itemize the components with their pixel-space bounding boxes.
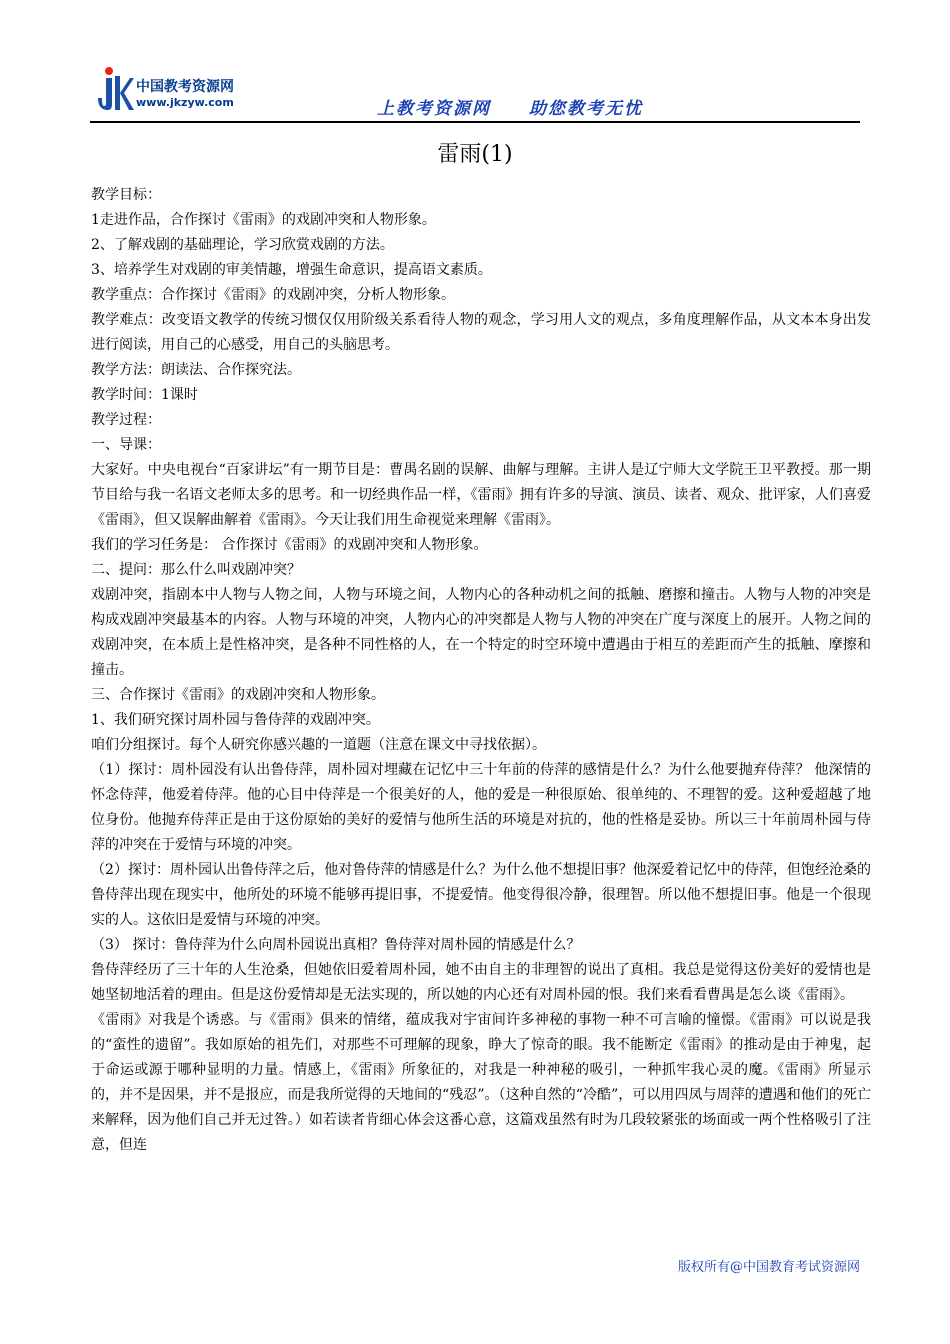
body-paragraph: 一、导课：: [91, 437, 161, 453]
header-divider: [90, 121, 860, 123]
document-body: [91, 183, 871, 1158]
body-paragraph: 二、提问：那么什么叫戏剧冲突？: [91, 562, 301, 578]
body-paragraph: 我们的学习任务是： 合作探讨《雷雨》的戏剧冲突和人物形象。: [91, 537, 488, 553]
body-paragraph: 教学难点：改变语文教学的传统习惯仅仅用阶级关系看待人物的观念，学习用人文的观点，多角度理解作品，从文本本身出发进行阅读，用自己的心感受，用自己的头脑思考。: [91, 312, 871, 353]
body-paragraph: 教学目标：: [91, 187, 161, 203]
body-paragraph: 教学方法：朗读法、合作探究法。: [91, 362, 301, 378]
body-paragraph: 2、了解戏剧的基础理论，学习欣赏戏剧的方法。: [91, 237, 394, 253]
body-paragraph: 《雷雨》对我是个诱惑。与《雷雨》俱来的情绪，蕴成我对宇宙间许多神秘的事物一种不可言喻的憧憬。《雷雨》可以说是我的“蛮性的遗留”。我如原始的祖先们，对那些不可理解的现象，睁大了惊奇的眼。我不能断定《雷雨》的推动是由于神鬼，起于命运或源于哪种显明的力量。情感上，《雷雨》所象征的，对我是一种神秘的吸引，一种抓牢我心灵的魔。《雷雨》所显示的，并不是因果，并不是报应，而是我所觉得的天地间的“残忍”。（这种自然的“冷酷”，可以用四凤与周萍的遭遇和他们的死亡来解释，因为他们自己并无过咎。）如若读者肯细心体会这番心意，这篇戏虽然有时为几段较紧张的场面或一两个性格吸引了注意，但连: [91, 1012, 871, 1153]
body-paragraph: 3、培养学生对戏剧的审美情趣，增强生命意识，提高语文素质。: [91, 262, 492, 278]
jk-logo-icon: [96, 66, 134, 116]
brand-name: 中国教考资源网: [136, 79, 234, 95]
body-paragraph: （2）探讨：周朴园认出鲁侍萍之后，他对鲁侍萍的情感是什么？为什么他不想提旧事？他深爱着记忆中的侍萍，但饱经沧桑的鲁侍萍出现在现实中，他所处的环境不能够再提旧事，不提爱情。他变得很冷静，很理智。所以他不想提旧事。他是一个很现实的人。这依旧是爱情与环境的冲突。: [91, 862, 871, 928]
header-slogan: 上教考资源网 助您教考无忧: [377, 99, 643, 119]
body-paragraph: 教学过程：: [91, 412, 161, 428]
body-paragraph: 咱们分组探讨。每个人研究你感兴趣的一道题（注意在课文中寻找依据）。: [91, 737, 546, 753]
body-paragraph: 大家好。中央电视台“百家讲坛”有一期节目是：曹禺名剧的误解、曲解与理解。主讲人是辽宁师大文学院王卫平教授。那一期节目给与我一名语文老师太多的思考。和一切经典作品一样，《雷雨》拥有许多的导演、演员、读者、观众、批评家，人们喜爱《雷雨》，但又误解曲解着《雷雨》。今天让我们用生命视觉来理解《雷雨》。: [91, 462, 871, 528]
body-paragraph: 鲁侍萍经历了三十年的人生沧桑，但她依旧爱着周朴园，她不由自主的非理智的说出了真相。我总是觉得这份美好的爱情也是她坚韧地活着的理由。但是这份爱情却是无法实现的，所以她的内心还有对周朴园的恨。我们来看看曹禺是怎么谈《雷雨》。: [91, 962, 871, 1003]
brand-url: www.jkzyw.com: [136, 96, 234, 109]
body-paragraph: 戏剧冲突，指剧本中人物与人物之间，人物与环境之间，人物内心的各种动机之间的抵触、磨擦和撞击。人物与人物的冲突是构成戏剧冲突最基本的内容。人物与环境的冲突，人物内心的冲突都是人物与人物的冲突在广度与深度上的展开。人物之间的戏剧冲突，在本质上是性格冲突，是各种不同性格的人，在一个特定的时空环境中遭遇由于相互的差距而产生的抵触、摩擦和撞击。: [91, 587, 871, 678]
body-paragraph: （3） 探讨：鲁侍萍为什么向周朴园说出真相？鲁侍萍对周朴园的情感是什么？: [91, 937, 581, 953]
body-paragraph: 教学重点：合作探讨《雷雨》的戏剧冲突，分析人物形象。: [91, 287, 455, 303]
body-paragraph: 1走进作品，合作探讨《雷雨》的戏剧冲突和人物形象。: [91, 212, 436, 228]
body-paragraph: 1、我们研究探讨周朴园与鲁侍萍的戏剧冲突。: [91, 712, 380, 728]
document-title: 雷雨(1): [437, 142, 513, 167]
copyright-footer: 版权所有@中国教育考试资源网: [677, 1260, 860, 1275]
body-paragraph: （1）探讨：周朴园没有认出鲁侍萍，周朴园对埋藏在记忆中三十年前的侍萍的感情是什么？为什么他要抛弃侍萍？ 他深情的怀念侍萍，他爱着侍萍。他的心目中侍萍是一个很美好的人，他的爱是一种很原始、很单纯的、不理智的爱。这种爱超越了地位身份。他抛弃侍萍正是由于这份原始的美好的爱情与他所生活的环境是对抗的，他的性格是妥协。所以三十年前周朴园与侍萍的冲突在于爱情与环境的冲突。: [91, 762, 871, 853]
page-header: [90, 66, 860, 122]
body-paragraph: 教学时间：1课时: [91, 387, 198, 403]
body-paragraph: 三、合作探讨《雷雨》的戏剧冲突和人物形象。: [91, 687, 385, 703]
